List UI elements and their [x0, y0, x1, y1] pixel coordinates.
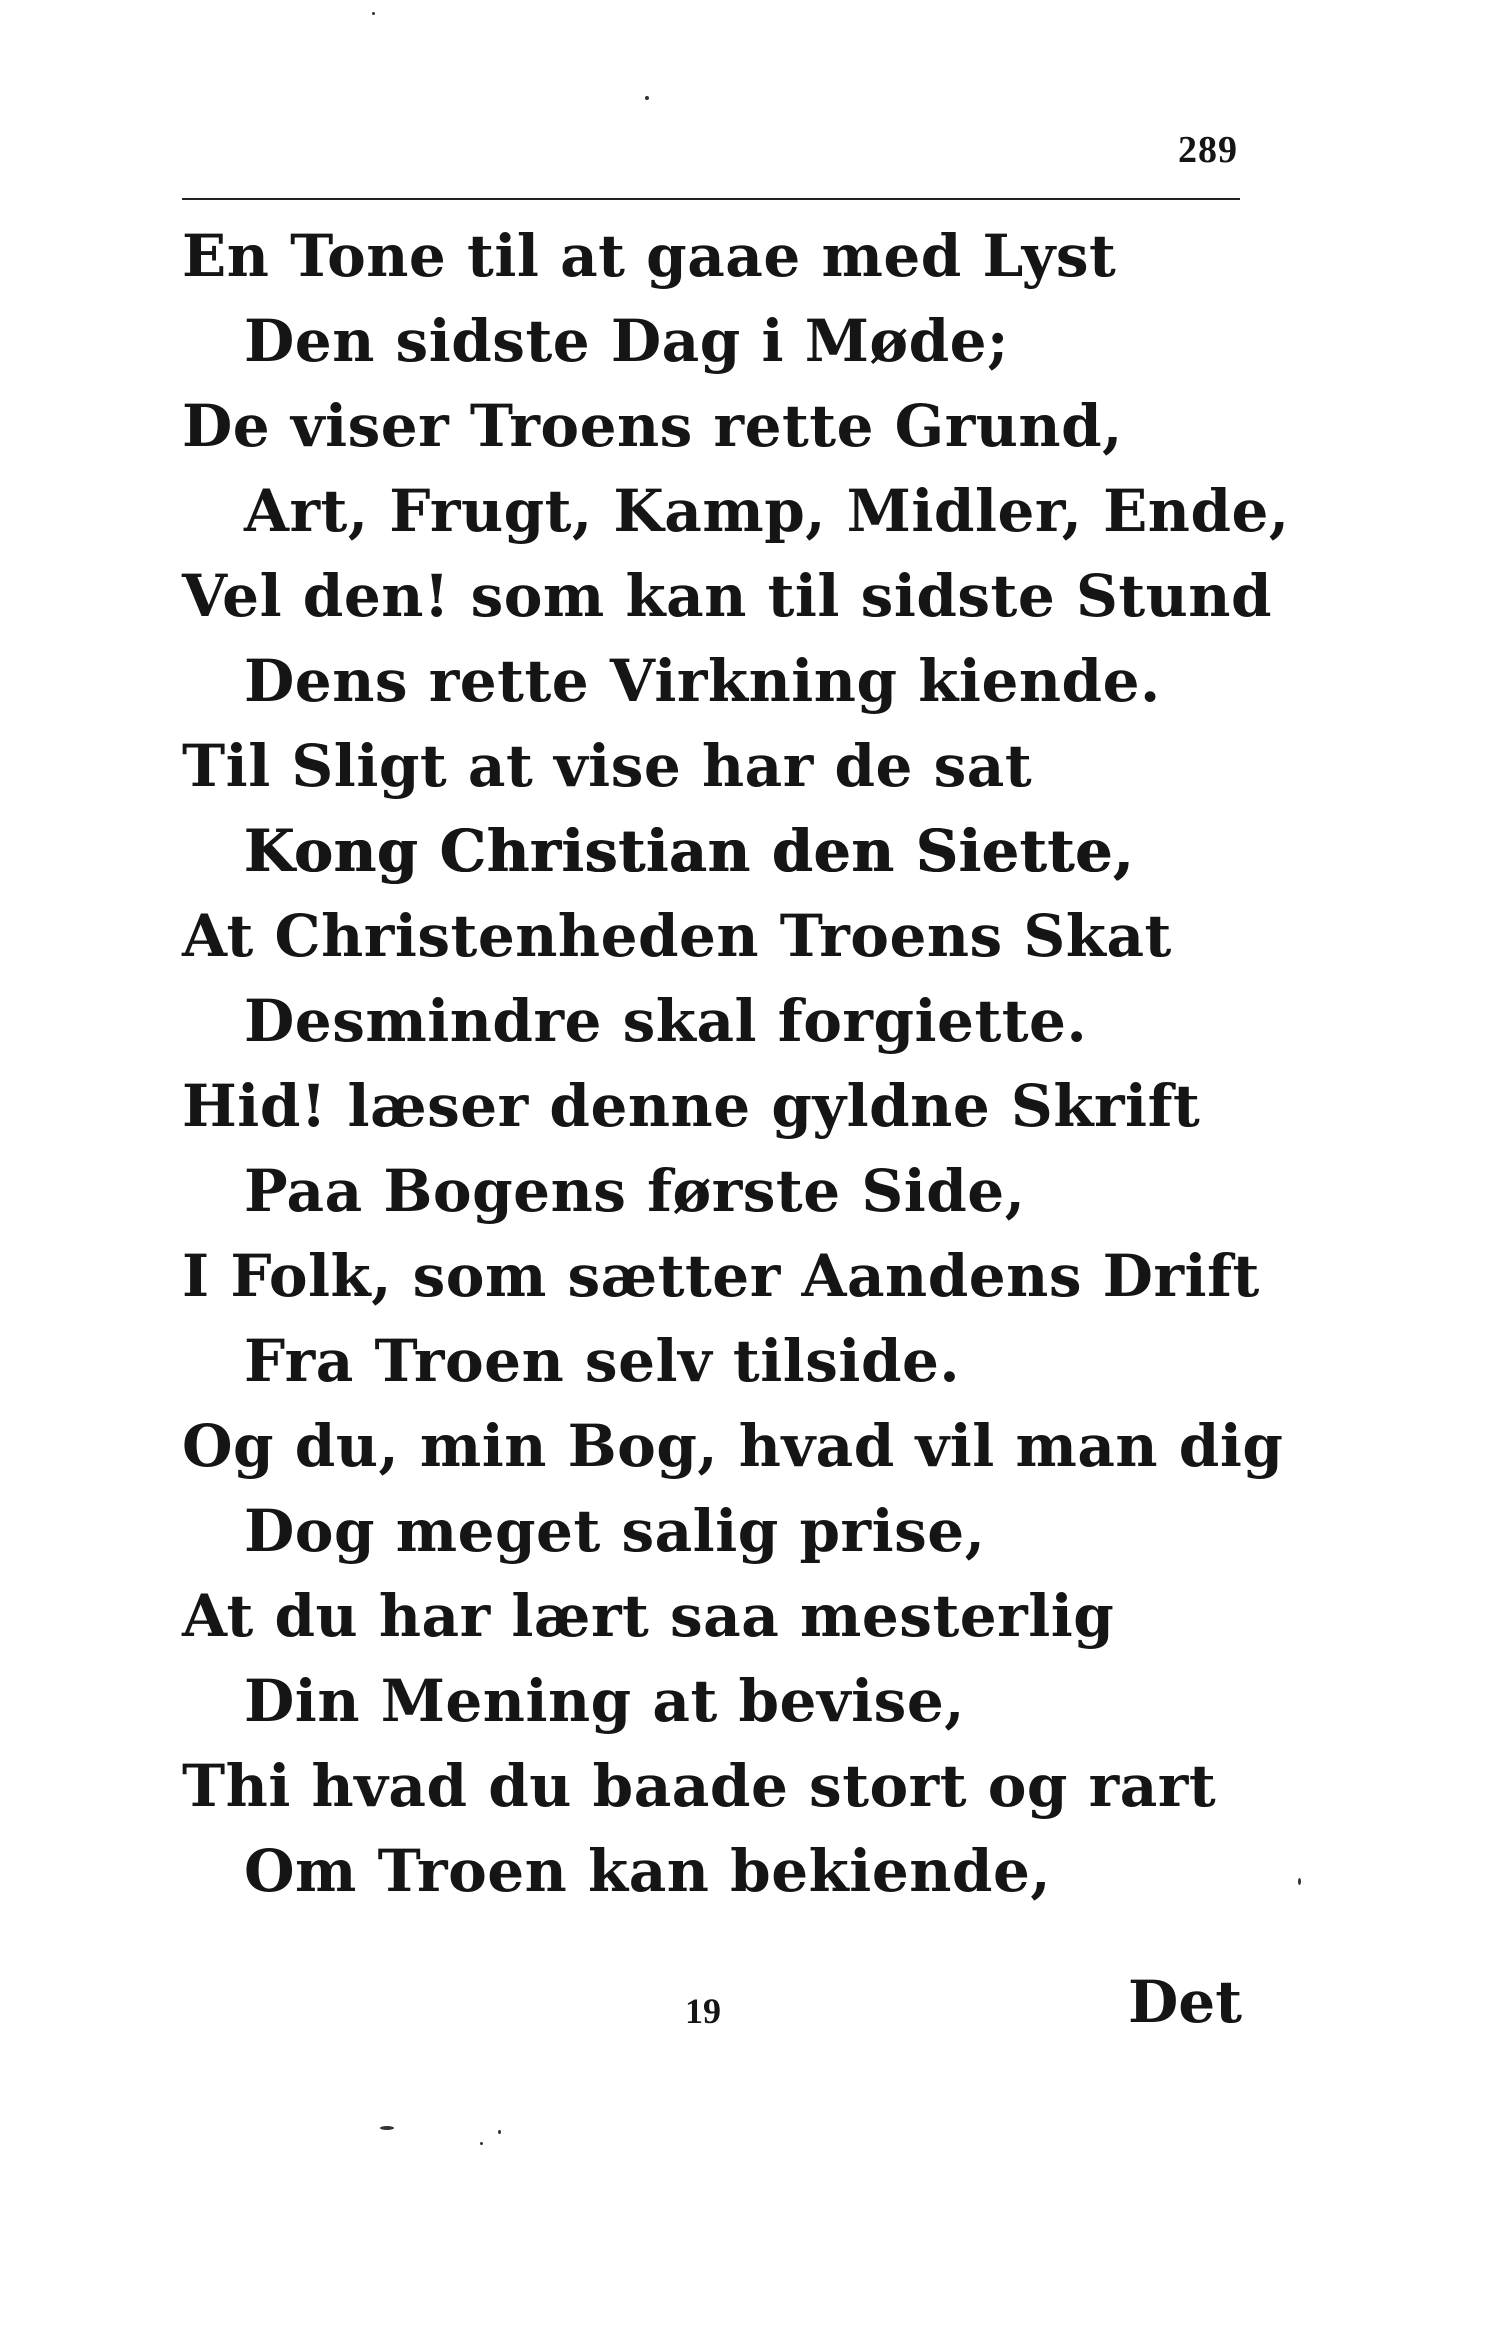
verse-line: Om Troen kan bekiende, [244, 1837, 1052, 1905]
verse-line: At du har lært saa mesterlig [182, 1582, 1115, 1650]
page-number: 289 [1178, 129, 1238, 171]
verse-line: Art, Frugt, Kamp, Midler, Ende, [244, 477, 1290, 545]
verse-line: Desmindre skal forgiette. [244, 987, 1088, 1055]
verse-line: En Tone til at gaae med Lyst [182, 222, 1117, 290]
verse-line: Til Sligt at vise har de sat [182, 732, 1033, 800]
verse-line: Og du, min Bog, hvad vil man dig [182, 1412, 1284, 1480]
header-rule [182, 198, 1240, 200]
print-speck [1298, 1878, 1301, 1885]
verse-line: Dens rette Virkning kiende. [244, 647, 1161, 715]
verse-line: Paa Bogens første Side, [244, 1157, 1026, 1225]
signature-mark: 19 [685, 1991, 721, 2031]
verse-line: I Folk, som sætter Aandens Drift [182, 1242, 1260, 1310]
verse-line: Vel den! som kan til sidste Stund [182, 562, 1273, 630]
print-speck [645, 96, 649, 100]
verse-line: Hid! læser denne gyldne Skrift [182, 1072, 1201, 1140]
verse-line: Dog meget salig prise, [244, 1497, 986, 1565]
verse-line: At Christenheden Troens Skat [182, 902, 1172, 970]
print-speck [380, 2126, 394, 2130]
verse-line: Thi hvad du baade stort og rart [182, 1752, 1217, 1820]
catchword: Det [1128, 1968, 1242, 2036]
verse-line: Din Mening at bevise, [244, 1667, 965, 1735]
verse-line: Kong Christian den Siette, [244, 817, 1135, 885]
verse-line: De viser Troens rette Grund, [182, 392, 1123, 460]
print-speck [480, 2142, 483, 2145]
verse-line: Fra Troen selv tilside. [244, 1327, 961, 1395]
print-speck [372, 12, 375, 15]
verse-block [182, 214, 1290, 1914]
verse-line: Den sidste Dag i Møde; [244, 307, 1009, 375]
print-speck [498, 2130, 501, 2134]
